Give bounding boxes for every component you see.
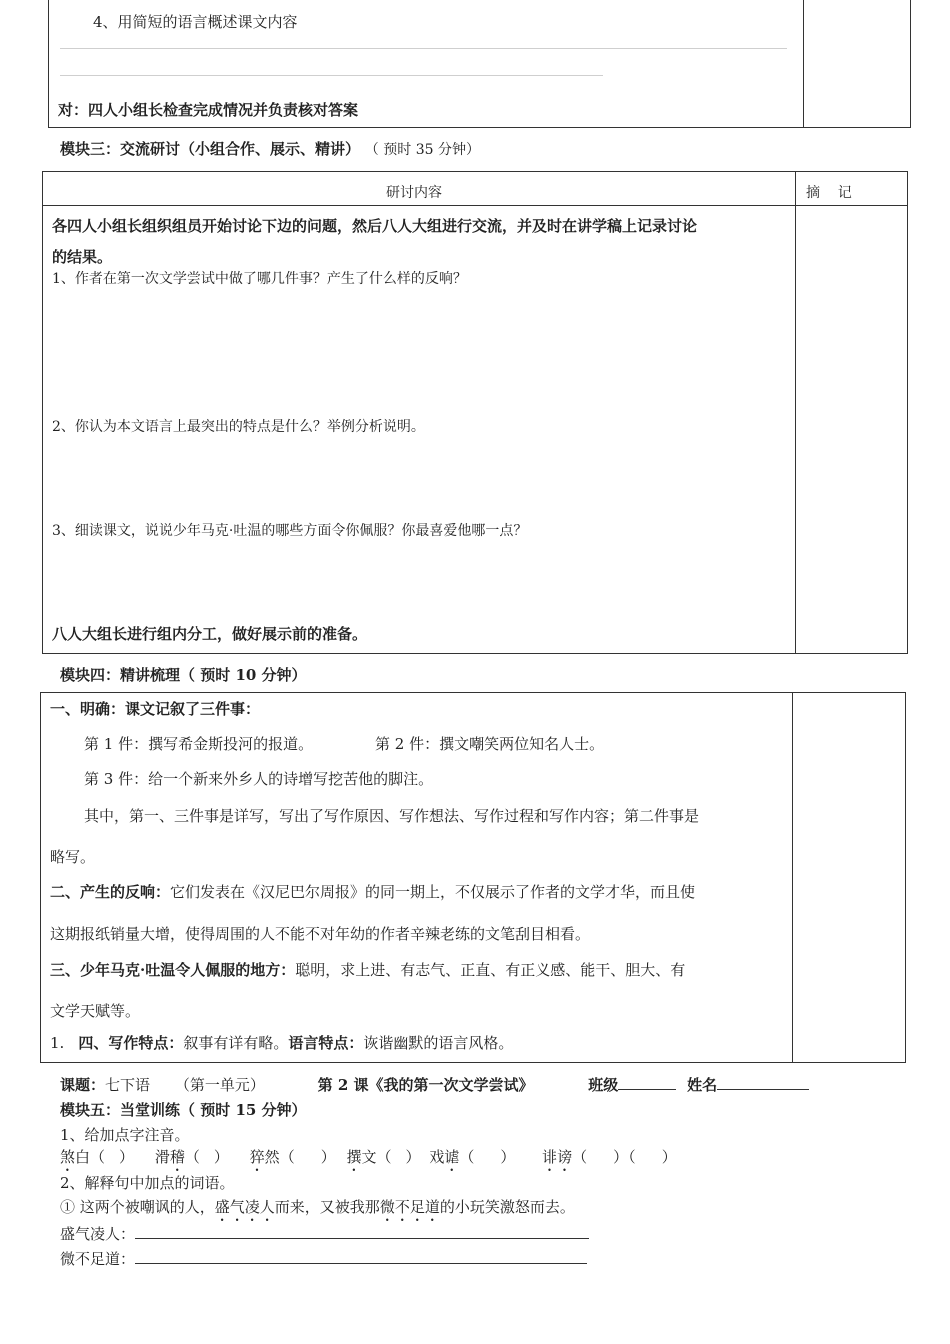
term-2-row <box>60 1248 587 1269</box>
discussion-intro-1: 各四人小组长组织组员开始讨论下边的问题，然后八人大组进行交流，并及时在讲学稿上记录讨论 <box>52 217 698 235</box>
point-3-line-2: 文学天赋等。 <box>50 1002 141 1020</box>
name-blank[interactable] <box>717 1075 809 1090</box>
word-huaji-dot: 稽 <box>169 1148 185 1166</box>
module3-time: （ 预时 35 分钟） <box>364 142 480 158</box>
word-feibang <box>542 1148 572 1166</box>
check-instruction: 对：四人小组长检查完成情况并负责核对答案 <box>58 101 359 119</box>
point-4-number: 1. <box>50 1034 65 1052</box>
module4-heading: 模块四：精讲梳理（ 预时 10 分钟） <box>60 666 307 684</box>
overview-question: 4、用简短的语言概述课文内容 <box>93 13 298 31</box>
module3-header-line <box>42 205 908 206</box>
term-1-label: 盛气凌人： <box>60 1225 136 1243</box>
sentence-dotted-1: 盛气凌人 <box>214 1198 275 1216</box>
event-3: 第 3 件：给一个新来外乡人的诗增写挖苦他的脚注。 <box>84 770 434 788</box>
module5-heading: 模块五：当堂训练（ 预时 15 分钟） <box>60 1101 307 1119</box>
question-3: 3、细读课文，说说少年马克·吐温的哪些方面令你佩服？你最喜爱他哪一点？ <box>52 523 528 539</box>
word-feibang-dot: 诽谤 <box>542 1148 573 1166</box>
point-2-line-2: 这期报纸销量大增，使得周围的人不能不对年幼的作者辛辣老练的文笔刮目相看。 <box>50 925 591 943</box>
sentence-dotted-2: 微不足道 <box>379 1198 440 1216</box>
point-3-line-1 <box>50 959 685 980</box>
point-3-text-1: 聪明，求上进、有志气、正直、有正义感、能干、胆大、有 <box>295 961 686 979</box>
pinyin-word-row: 煞白（ ） 滑稽（ ） 猝然（ ） 撰文（ ） 戏谑（ ） 诽谤（ ）（ ） <box>60 1148 677 1166</box>
sentence-part-1: ① 这两个被嘲讽的人， <box>60 1198 215 1216</box>
exercise-2: 2、解释句中加点的词语。 <box>60 1174 235 1192</box>
course-subject: 七下语 <box>105 1076 151 1094</box>
class-blank[interactable] <box>618 1075 676 1090</box>
term-2-label: 微不足道： <box>60 1250 136 1268</box>
example-sentence <box>60 1196 575 1225</box>
course-label: 课题： <box>60 1076 106 1094</box>
module3-heading-row <box>60 138 480 159</box>
col-content-header: 研讨内容 <box>386 185 442 201</box>
discussion-intro-2: 的结果。 <box>52 248 113 266</box>
event-2: 第 2 件：撰文嘲笑两位知名人士。 <box>375 735 605 753</box>
word-shabai: 煞白 <box>60 1148 91 1166</box>
lesson-title: 第 2 课《我的第一次文学尝试》 <box>317 1076 534 1094</box>
word-curan-dot: 猝 <box>249 1148 265 1166</box>
module4-divider <box>792 692 793 1063</box>
point-2-label: 二、产生的反响： <box>50 883 171 901</box>
module3-divider <box>795 171 796 654</box>
module3-table <box>42 171 908 654</box>
point-4-line <box>50 1032 513 1053</box>
word-xixue: 戏谑 <box>429 1148 460 1166</box>
course-unit: （第一单元） <box>174 1076 265 1094</box>
term-2-answer[interactable] <box>135 1249 587 1264</box>
writing-features-text: 叙事有详有略。 <box>183 1034 289 1052</box>
term-1-answer[interactable] <box>135 1224 589 1239</box>
term-1-row <box>60 1223 589 1244</box>
question-1: 1、作者在第一次文学尝试中做了哪几件事？产生了什么样的反响？ <box>52 271 467 287</box>
course-info-row <box>60 1074 809 1095</box>
point-2-line-1 <box>50 881 695 902</box>
event-1: 第 1 件：撰写希金斯投河的报道。 <box>84 735 314 753</box>
word-shabai-dot: 煞 <box>60 1148 76 1166</box>
answer-line-2 <box>60 75 603 76</box>
summary-line-2: 略写。 <box>50 848 96 866</box>
sentence-part-2: 而来，又被我那 <box>274 1198 380 1216</box>
writing-features-label: 四、写作特点： <box>78 1034 184 1052</box>
answer-line-1 <box>60 48 787 49</box>
exercise-1: 1、给加点字注音。 <box>60 1126 190 1144</box>
point-1-title: 一、明确：课文记叙了三件事： <box>50 700 261 718</box>
language-features-label: 语言特点： <box>288 1034 364 1052</box>
col-notes-header: 摘 记 <box>806 185 852 201</box>
word-zhuanwen: 撰文 <box>346 1148 377 1166</box>
word-xixue-dot: 谑 <box>444 1148 460 1166</box>
point-3-label: 三、少年马克·吐温令人佩服的地方： <box>50 961 296 979</box>
module3-heading: 模块三：交流研讨（小组合作、展示、精讲） <box>60 140 361 158</box>
question-2: 2、你认为本文语言上最突出的特点是什么？举例分析说明。 <box>52 419 425 435</box>
name-label: 姓名 <box>687 1076 718 1094</box>
word-huaji: 滑稽 <box>154 1148 185 1166</box>
summary-line-1: 其中，第一、三件事是详写，写出了写作原因、写作想法、写作过程和写作内容；第二件事是 <box>84 807 700 825</box>
word-curan: 猝然 <box>249 1148 280 1166</box>
language-features-text: 诙谐幽默的语言风格。 <box>363 1034 514 1052</box>
class-label: 班级 <box>588 1076 619 1094</box>
sentence-part-3: 的小玩笑激怒而去。 <box>439 1198 575 1216</box>
top-section-divider <box>803 0 804 128</box>
word-zhuanwen-dot: 撰 <box>346 1148 362 1166</box>
point-2-text-1: 它们发表在《汉尼巴尔周报》的同一期上，不仅展示了作者的文学才华，而且使 <box>170 883 696 901</box>
discussion-closing: 八人大组长进行组内分工，做好展示前的准备。 <box>52 625 368 643</box>
